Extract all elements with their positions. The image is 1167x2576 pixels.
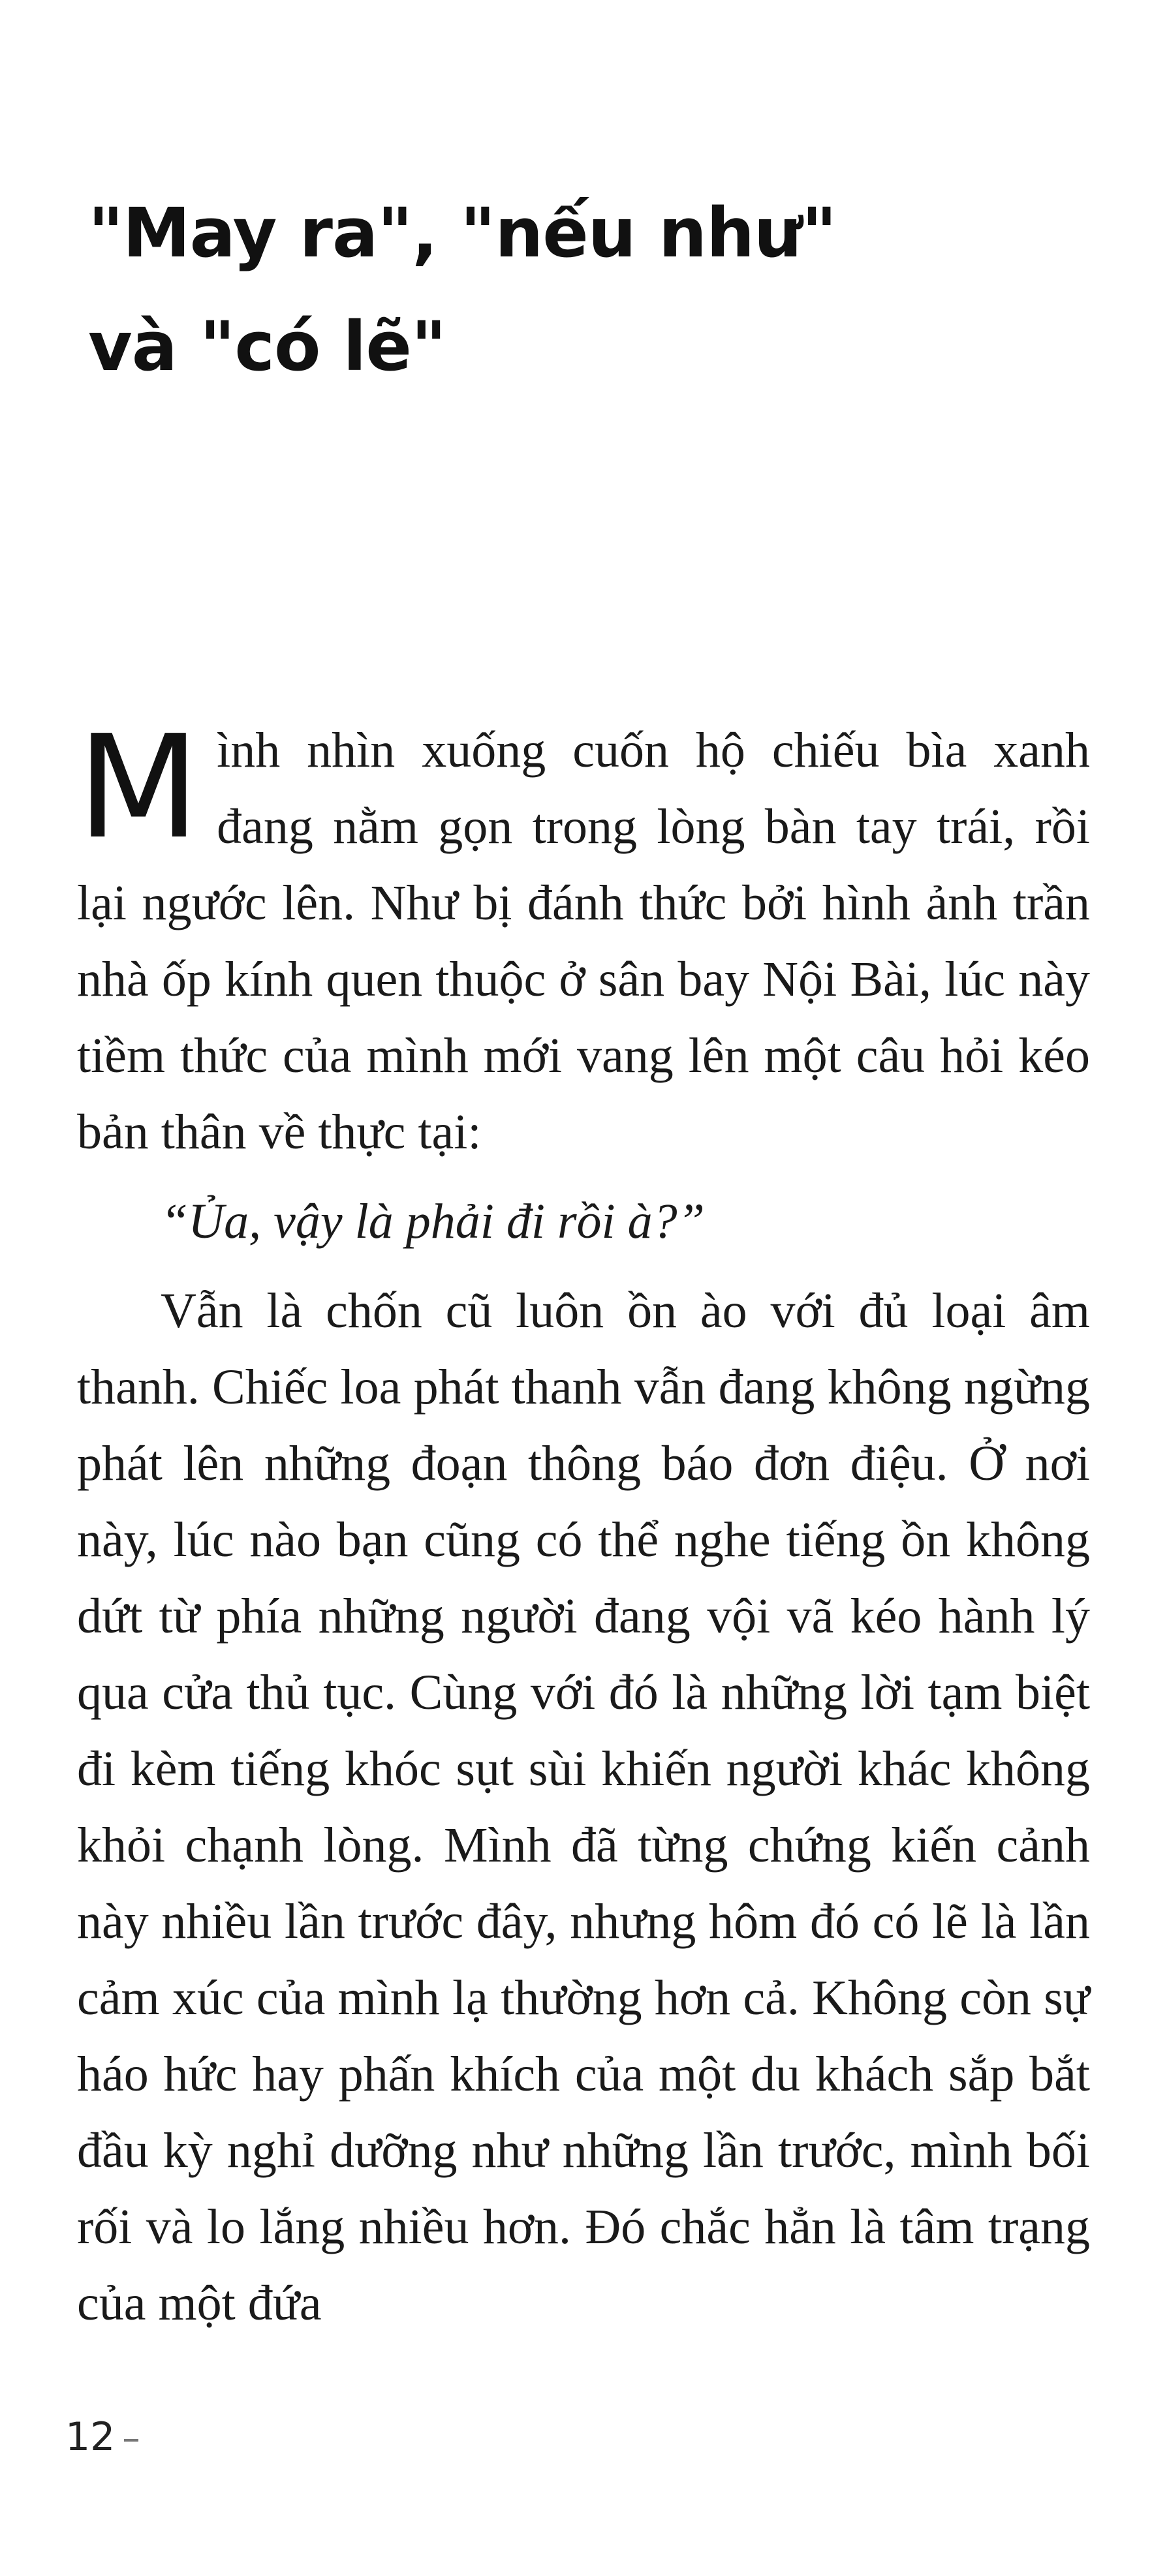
body-paragraph: Vẫn là chốn cũ luôn ồn ào với đủ loại âm thanh. Chiếc loa phát thanh vẫn đang không ngừng phát lên những đoạn thông báo đơn điệu. Ở nơi này, lúc nào bạn cũng có thể nghe tiếng ồn không dứt từ phía những người đang vội vã kéo hành lý qua cửa thủ tục. Cùng với đó là những lời tạm biệt đi kèm tiếng khóc sụt sùi khiến người khác không khỏi chạnh lòng. Mình đã từng chứng kiến cảnh này nhiều lần trước đây, nhưng hôm đó có lẽ là lần cảm xúc của mình lạ thường hơn cả. Không còn sự háo hức hay phấn khích của một du khách sắp bắt đầu kỳ nghỉ dưỡng như những lần trước, mình bối rối và lo lắng nhiều hơn. Đó chắc hẳn là tâm trạng của một đứa	[77, 1283, 1090, 2331]
chapter-title-line-1: "May ra", "nếu như"	[88, 193, 837, 273]
body-text	[77, 705, 1090, 2342]
chapter-title	[88, 176, 1002, 403]
quote-line: “Ủa, vậy là phải đi rồi à?”	[161, 1194, 705, 1249]
drop-cap: M	[77, 705, 200, 870]
opening-paragraph	[77, 705, 1090, 1171]
chapter-title-line-2: và "có lẽ"	[88, 307, 446, 386]
page-number-dash	[124, 2439, 138, 2442]
page-footer	[65, 2414, 138, 2460]
opening-paragraph-text: ình nhìn xuống cuốn hộ chiếu bìa xanh đang nằm gọn trong lòng bàn tay trái, rồi lại ngước lên. Như bị đánh thức bởi hình ảnh trần nhà ốp kính quen thuộc ở sân bay Nội Bài, lúc này tiềm thức của mình mới vang lên một câu hỏi kéo bản thân về thực tại:	[77, 723, 1090, 1159]
page-number: 12	[65, 2414, 116, 2460]
